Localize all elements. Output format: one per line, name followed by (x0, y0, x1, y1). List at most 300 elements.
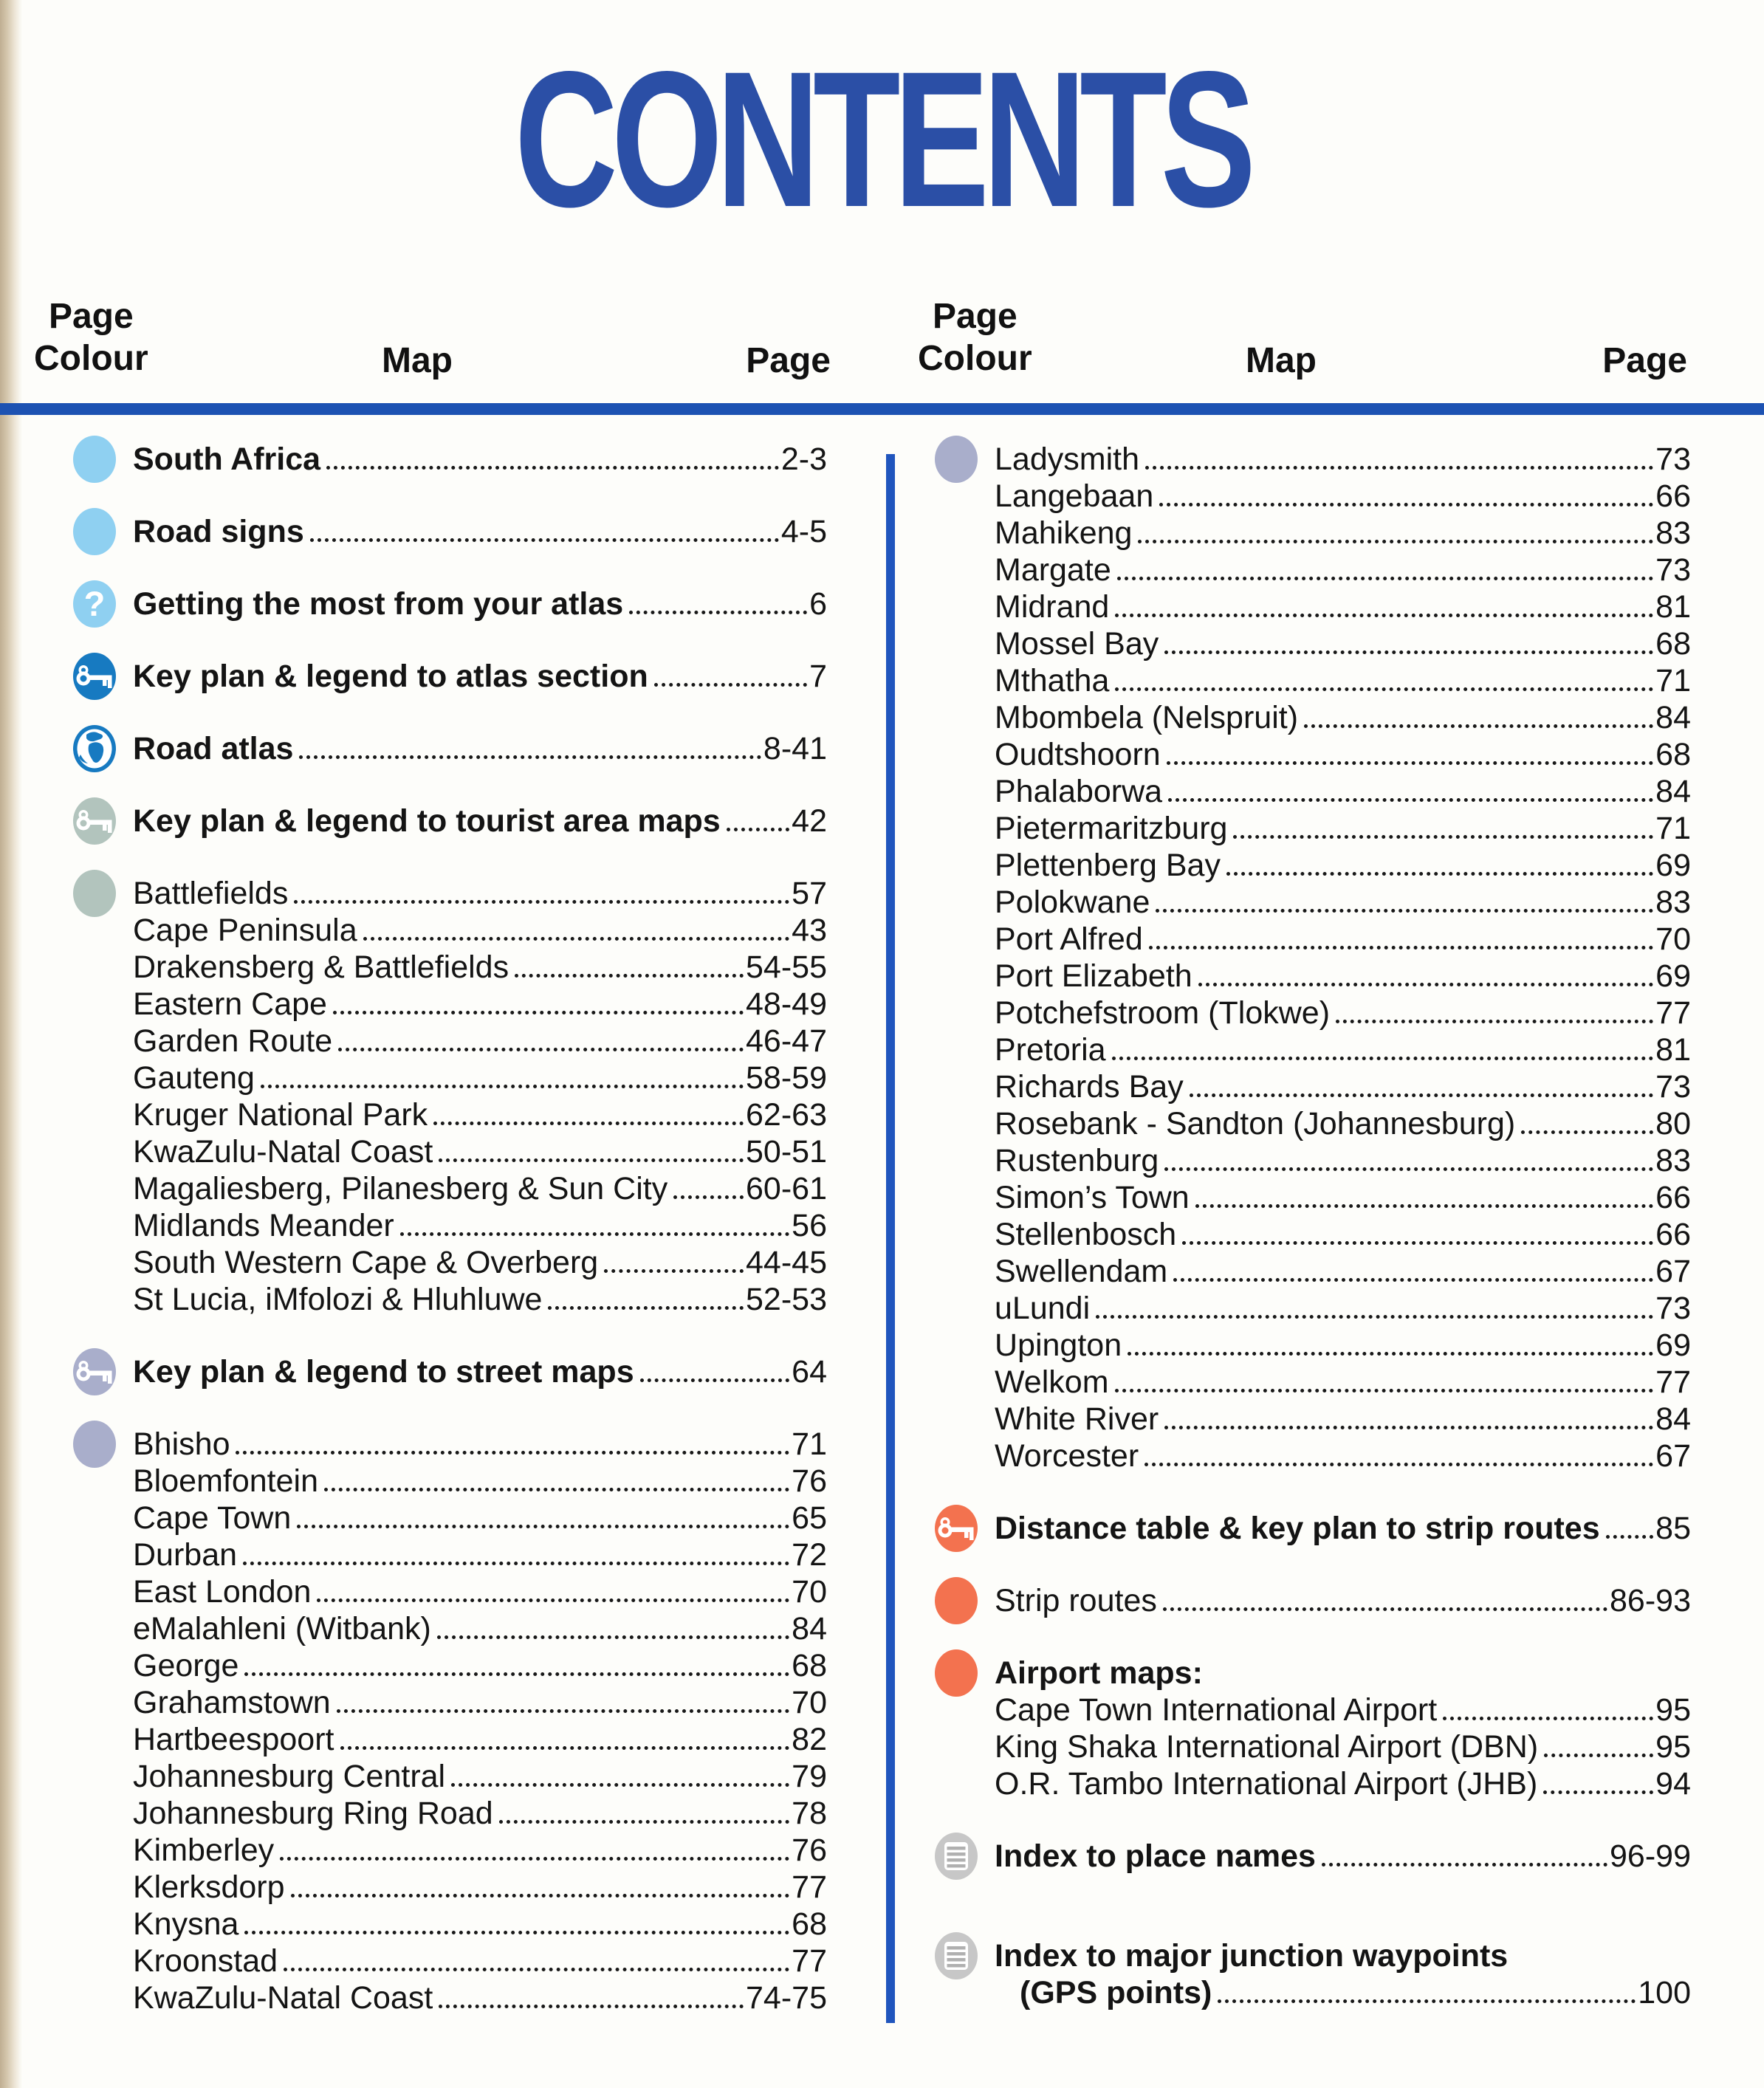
toc-row (927, 810, 1691, 847)
dot-leader (1117, 577, 1653, 580)
row-label: Kroonstad (133, 1943, 278, 1979)
row-icon-spacer (927, 810, 995, 847)
row-icon-spacer (927, 884, 995, 921)
row-icon-spacer (927, 1290, 995, 1327)
row-icon-spacer (927, 588, 995, 625)
dot-leader (1543, 1790, 1653, 1794)
row-label: Worcester (995, 1438, 1139, 1474)
dot-leader (294, 900, 789, 904)
header-page-colour-right (918, 295, 1032, 380)
row-label: Port Elizabeth (995, 958, 1192, 994)
toc-row (927, 1728, 1691, 1765)
toc-row (65, 912, 827, 949)
toc-row (65, 1281, 827, 1318)
row-page-number: 84 (1655, 700, 1691, 735)
toc-row (927, 1290, 1691, 1327)
row-label: Welkom (995, 1364, 1109, 1400)
row-page-number: 4-5 (780, 514, 827, 549)
toc-row (927, 1510, 1691, 1547)
row-label: St Lucia, iMfolozi & Hluhluwe (133, 1282, 543, 1317)
row-label: KwaZulu-Natal Coast (133, 1980, 433, 2016)
row-page-number: 81 (1655, 1032, 1691, 1068)
toc-row (927, 1216, 1691, 1253)
row-icon-spacer (65, 1943, 133, 1979)
row-icon-cell (65, 730, 133, 767)
row-icon-spacer (927, 515, 995, 552)
row-icon-spacer (927, 1031, 995, 1068)
toc-row (927, 478, 1691, 515)
dot-leader (1521, 1130, 1653, 1134)
toc-row (927, 1974, 1691, 2011)
row-label: Margate (995, 552, 1111, 588)
row-label: Kruger National Park (133, 1097, 428, 1133)
dot-leader (326, 466, 779, 470)
lavender-circle-icon (73, 1421, 116, 1468)
dot-leader (548, 1306, 744, 1310)
row-page-number: 82 (792, 1722, 827, 1757)
coral-circle-icon (935, 1649, 978, 1697)
toc-row (927, 1692, 1691, 1728)
toc-row (65, 441, 827, 478)
row-icon-spacer (65, 1463, 133, 1500)
row-page-number: 69 (1655, 958, 1691, 994)
dot-leader (437, 1635, 789, 1639)
dot-leader (1173, 1278, 1653, 1282)
row-label: Durban (133, 1537, 238, 1573)
dot-leader (299, 755, 761, 759)
row-page-number: 77 (792, 1943, 827, 1979)
row-icon-cell (927, 441, 995, 478)
toc-row (65, 875, 827, 912)
dot-leader (297, 1525, 789, 1528)
toc-row (927, 1582, 1691, 1619)
row-icon-spacer (65, 1536, 133, 1573)
row-icon-cell (65, 803, 133, 839)
row-label: Cape Peninsula (133, 913, 357, 948)
row-icon-spacer (65, 1023, 133, 1060)
dot-leader (337, 1709, 789, 1713)
toc-row (927, 1179, 1691, 1216)
toc-row (927, 847, 1691, 884)
row-label: Klerksdorp (133, 1869, 285, 1905)
row-icon-spacer (65, 1647, 133, 1684)
row-label: South Africa (133, 442, 321, 477)
lightblue-circle-icon (73, 436, 116, 483)
row-page-number: 73 (1655, 1069, 1691, 1105)
dot-leader (1164, 1426, 1653, 1429)
row-page-number: 58-59 (746, 1060, 827, 1096)
row-label: Bhisho (133, 1426, 230, 1462)
toc-row (65, 1536, 827, 1573)
row-label: Eastern Cape (133, 986, 327, 1022)
toc-row (65, 513, 827, 550)
row-icon-spacer (65, 1832, 133, 1869)
row-icon-spacer (927, 921, 995, 958)
row-page-number: 65 (792, 1500, 827, 1536)
key-icon (73, 1348, 116, 1395)
row-page-number: 46-47 (746, 1023, 827, 1059)
dot-leader (654, 683, 807, 687)
row-icon-spacer (65, 1170, 133, 1207)
dot-leader (363, 937, 790, 941)
dot-leader (1164, 650, 1653, 654)
row-icon-cell (927, 1937, 995, 1974)
toc-row (65, 658, 827, 695)
toc-row (65, 1133, 827, 1170)
dot-leader (1606, 1535, 1654, 1539)
dot-leader (1544, 1754, 1653, 1757)
dot-leader (1168, 798, 1653, 802)
row-page-number: 48-49 (746, 986, 827, 1022)
dot-leader (243, 1562, 789, 1565)
toc-row (927, 625, 1691, 662)
row-page-number: 76 (792, 1463, 827, 1499)
toc-row (65, 1500, 827, 1536)
row-page-number: 72 (792, 1537, 827, 1573)
row-icon-spacer (65, 949, 133, 986)
dot-leader (1164, 1167, 1653, 1171)
toc-row (927, 921, 1691, 958)
row-page-number: 74-75 (746, 1980, 827, 2016)
toc-row (927, 588, 1691, 625)
row-page-number: 76 (792, 1833, 827, 1868)
row-page-number: 73 (1655, 552, 1691, 588)
row-label: South Western Cape & Overberg (133, 1245, 599, 1280)
row-icon-spacer (65, 1207, 133, 1244)
dot-leader (1156, 909, 1653, 913)
toc-row (927, 1142, 1691, 1179)
toc-row (927, 1655, 1691, 1692)
toc-group (65, 513, 827, 550)
row-label: O.R. Tambo International Airport (JHB) (995, 1766, 1538, 1802)
toc-column-right (927, 441, 1691, 2011)
toc-row (65, 1463, 827, 1500)
toc-group (65, 803, 827, 839)
row-page-number: 78 (792, 1796, 827, 1831)
header-page-colour-line1: Page (48, 297, 134, 336)
row-label: Johannesburg Ring Road (133, 1796, 493, 1831)
row-icon-cell (927, 1510, 995, 1547)
dot-leader (629, 611, 807, 614)
toc-row (927, 1031, 1691, 1068)
row-label: Langebaan (995, 478, 1154, 514)
row-icon-spacer (927, 662, 995, 699)
title-area (0, 31, 1764, 247)
row-icon-spacer (927, 736, 995, 773)
toc-row (65, 730, 827, 767)
row-label: Magaliesberg, Pilanesberg & Sun City (133, 1171, 668, 1206)
dot-leader (1145, 466, 1653, 470)
row-page-number: 62-63 (746, 1097, 827, 1133)
toc-group (927, 441, 1691, 1474)
row-icon-spacer (65, 1795, 133, 1832)
row-icon-spacer (927, 552, 995, 588)
toc-row (65, 986, 827, 1023)
row-page-number: 43 (792, 913, 827, 948)
row-label: Rosebank - Sandton (Johannesburg) (995, 1106, 1516, 1141)
header-page-colour-line1: Page (932, 297, 1017, 336)
toc-row (65, 1647, 827, 1684)
row-page-number: 70 (792, 1685, 827, 1720)
row-icon-spacer (927, 1364, 995, 1401)
toc-row (927, 515, 1691, 552)
row-label: Key plan & legend to atlas section (133, 659, 648, 694)
header-map-right: Map (1246, 341, 1317, 380)
row-page-number: 56 (792, 1208, 827, 1243)
index-list-icon (935, 1833, 978, 1880)
row-label: Road atlas (133, 731, 294, 766)
toc-row (927, 1253, 1691, 1290)
row-label: Pietermaritzburg (995, 811, 1228, 846)
dot-leader (333, 1011, 744, 1014)
dot-leader (1167, 761, 1653, 765)
dot-leader (1163, 1607, 1607, 1611)
row-label: King Shaka International Airport (DBN) (995, 1729, 1539, 1765)
row-label: Mossel Bay (995, 626, 1159, 662)
dot-leader (244, 1931, 789, 1934)
toc-group (65, 658, 827, 695)
dot-leader (324, 1488, 789, 1491)
toc-group (65, 730, 827, 767)
header-page-left: Page (746, 341, 831, 380)
toc-group (65, 1353, 827, 1390)
row-label: Midlands Meander (133, 1208, 394, 1243)
row-icon-spacer (927, 1765, 995, 1802)
row-label: Simon’s Town (995, 1180, 1190, 1215)
dot-leader (317, 1598, 789, 1602)
toc-group (927, 1655, 1691, 1802)
toc-row (65, 1060, 827, 1096)
row-label: (GPS points) (1020, 1975, 1212, 2010)
row-icon-spacer (65, 1721, 133, 1758)
row-label: eMalahleni (Witbank) (133, 1611, 431, 1646)
row-page-number: 64 (792, 1354, 827, 1390)
index-list-icon (935, 1932, 978, 1979)
dot-leader (640, 1378, 790, 1382)
dot-leader (236, 1451, 789, 1455)
dot-leader (340, 1746, 790, 1750)
row-page-number: 70 (792, 1574, 827, 1610)
toc-row (927, 699, 1691, 736)
header-page-colour-line2: Colour (918, 339, 1032, 378)
toc-row (927, 1438, 1691, 1474)
dot-leader (604, 1269, 744, 1273)
dot-leader (1198, 983, 1653, 986)
toc-row (65, 1943, 827, 1979)
row-icon-spacer (65, 1096, 133, 1133)
dot-leader (291, 1894, 790, 1898)
row-page-number: 68 (1655, 626, 1691, 662)
row-label: Polokwane (995, 885, 1150, 920)
toc-row (65, 1023, 827, 1060)
dot-leader (1322, 1863, 1607, 1867)
question-mark-icon (73, 580, 116, 628)
row-page-number: 100 (1638, 1975, 1691, 2010)
toc-row (65, 1869, 827, 1906)
row-label: Oudtshoorn (995, 737, 1161, 772)
row-icon-cell (65, 1426, 133, 1463)
header-page-right: Page (1602, 341, 1687, 380)
dot-leader (451, 1783, 789, 1787)
dot-leader (439, 1158, 744, 1162)
row-icon-cell (65, 1353, 133, 1390)
toc-group (927, 1838, 1691, 1875)
row-page-number: 67 (1655, 1254, 1691, 1289)
row-page-number: 66 (1655, 1217, 1691, 1252)
row-label: Drakensberg & Battlefields (133, 949, 509, 985)
row-icon-spacer (927, 1728, 995, 1765)
header-page-colour-left (34, 295, 148, 380)
row-icon-cell (65, 441, 133, 478)
dot-leader (244, 1672, 789, 1676)
row-page-number: 84 (1655, 1401, 1691, 1437)
row-label: Mthatha (995, 663, 1110, 698)
dot-leader (1115, 614, 1653, 617)
row-label: Mahikeng (995, 515, 1133, 551)
row-page-number: 86-93 (1610, 1583, 1691, 1618)
row-page-number: 71 (1655, 811, 1691, 846)
row-label: Road signs (133, 514, 304, 549)
row-label: Distance table & key plan to strip routes (995, 1511, 1600, 1546)
dot-leader (1226, 872, 1653, 876)
row-icon-spacer (65, 1906, 133, 1943)
row-icon-cell (927, 1838, 995, 1875)
row-label: Cape Town International Airport (995, 1692, 1438, 1728)
toc-row (65, 1684, 827, 1721)
row-icon-spacer (65, 1281, 133, 1318)
row-icon-spacer (927, 699, 995, 736)
row-page-number: 84 (792, 1611, 827, 1646)
toc-row (927, 736, 1691, 773)
toc-row (927, 662, 1691, 699)
row-icon-spacer (65, 1869, 133, 1906)
dot-leader (1138, 540, 1653, 543)
dot-leader (499, 1820, 789, 1824)
row-page-number: 69 (1655, 1328, 1691, 1363)
key-icon (935, 1505, 978, 1552)
row-page-number: 83 (1655, 515, 1691, 551)
row-label: Hartbeespoort (133, 1722, 334, 1757)
dot-leader (515, 974, 744, 978)
row-icon-spacer (65, 912, 133, 949)
row-icon-spacer (65, 1758, 133, 1795)
row-label: East London (133, 1574, 312, 1610)
sage-circle-icon (73, 870, 116, 917)
toc-row (65, 1426, 827, 1463)
dot-leader (1159, 503, 1653, 506)
row-label: Garden Route (133, 1023, 333, 1059)
dot-leader (673, 1195, 744, 1199)
key-icon (73, 653, 116, 700)
row-icon-cell (927, 1582, 995, 1619)
toc-row (927, 995, 1691, 1031)
row-label: Midrand (995, 589, 1110, 625)
dot-leader (261, 1085, 744, 1088)
row-label: Knysna (133, 1906, 239, 1942)
globe-icon (73, 725, 116, 772)
row-page-number: 68 (792, 1906, 827, 1942)
row-icon-spacer (927, 773, 995, 810)
row-page-number: 67 (1655, 1438, 1691, 1474)
toc-row (65, 803, 827, 839)
dot-leader (1304, 724, 1653, 728)
row-label: Mbombela (Nelspruit) (995, 700, 1299, 735)
dot-leader (1128, 1352, 1653, 1356)
row-label: Getting the most from your atlas (133, 586, 624, 622)
row-page-number: 79 (792, 1759, 827, 1794)
row-label: Phalaborwa (995, 774, 1163, 809)
toc-row (65, 1207, 827, 1244)
toc-row (927, 773, 1691, 810)
row-page-number: 83 (1655, 885, 1691, 920)
row-icon-cell (65, 513, 133, 550)
toc-column-left (65, 441, 827, 2016)
row-page-number: 77 (1655, 1364, 1691, 1400)
row-label: Index to major junction waypoints (995, 1938, 1509, 1974)
row-icon-spacer (927, 1401, 995, 1438)
row-icon-spacer (65, 1979, 133, 2016)
row-page-number: 54-55 (746, 949, 827, 985)
header-page-colour-line2: Colour (34, 339, 148, 378)
row-page-number: 77 (792, 1869, 827, 1905)
row-page-number: 96-99 (1610, 1838, 1691, 1874)
dot-leader (727, 828, 789, 831)
row-page-number: 80 (1655, 1106, 1691, 1141)
row-icon-spacer (927, 1142, 995, 1179)
row-icon-spacer (65, 1573, 133, 1610)
dot-leader (284, 1968, 789, 1971)
toc-row (927, 1937, 1691, 1974)
toc-row (927, 1105, 1691, 1142)
toc-row (65, 1721, 827, 1758)
row-page-number: 6 (809, 586, 827, 622)
row-page-number: 71 (1655, 663, 1691, 698)
row-icon-cell (65, 658, 133, 695)
row-page-number: 85 (1655, 1511, 1691, 1546)
dot-leader (1233, 835, 1653, 839)
toc-group (927, 1937, 1691, 2011)
row-page-number: 57 (792, 876, 827, 911)
row-page-number: 66 (1655, 1180, 1691, 1215)
toc-row (927, 1364, 1691, 1401)
row-page-number: 7 (809, 659, 827, 694)
row-page-number: 2-3 (780, 442, 827, 477)
row-icon-spacer (65, 1133, 133, 1170)
row-page-number: 71 (792, 1426, 827, 1462)
dot-leader (1149, 946, 1653, 949)
row-page-number: 69 (1655, 848, 1691, 883)
row-page-number: 42 (792, 803, 827, 839)
dot-leader (400, 1232, 789, 1236)
dot-leader (1336, 1020, 1653, 1023)
toc-row (65, 1795, 827, 1832)
toc-group (65, 441, 827, 478)
toc-row (65, 1832, 827, 1869)
dot-leader (1096, 1315, 1653, 1319)
dot-leader (280, 1857, 789, 1861)
toc-group (927, 1510, 1691, 1547)
toc-row (65, 1758, 827, 1795)
row-icon-spacer (927, 847, 995, 884)
dot-leader (1144, 1463, 1653, 1466)
row-label: Stellenbosch (995, 1217, 1177, 1252)
toc-group (65, 1426, 827, 2016)
row-page-number: 60-61 (746, 1171, 827, 1206)
toc-row (65, 1610, 827, 1647)
row-label: White River (995, 1401, 1159, 1437)
toc-row (927, 1401, 1691, 1438)
row-icon-cell (927, 1655, 995, 1692)
